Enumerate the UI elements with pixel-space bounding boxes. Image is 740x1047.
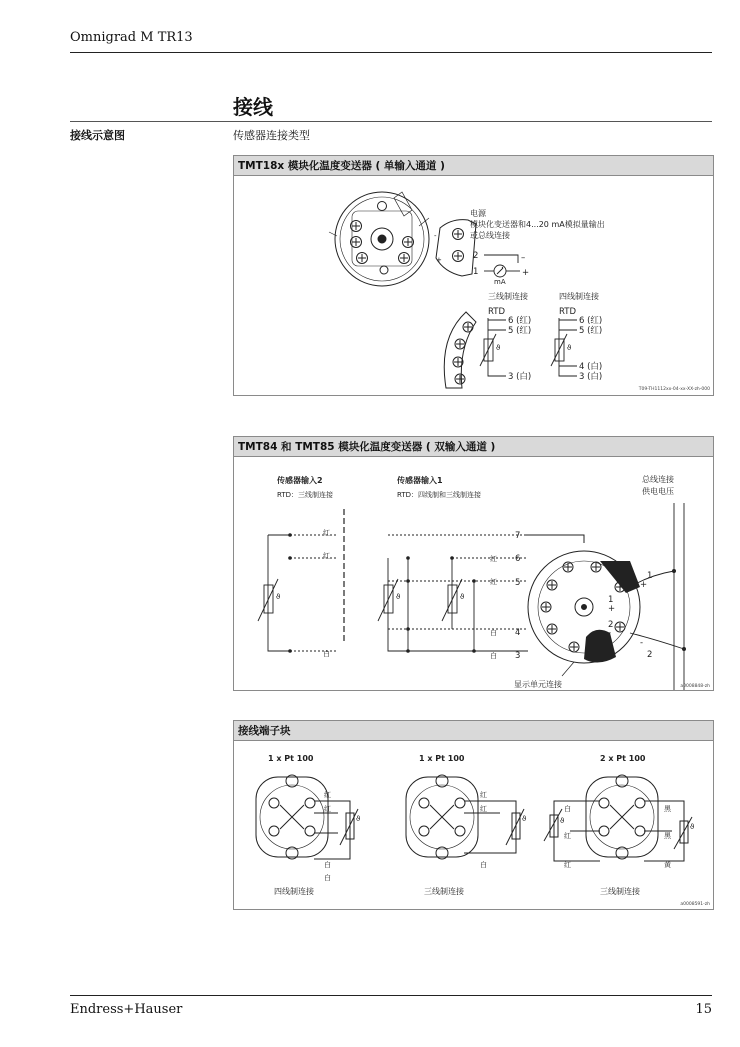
col1-caption-four-wire: 四线制连接 xyxy=(274,887,314,896)
col3-red-b: 红 xyxy=(564,861,571,869)
three-wire-label: 三线制连接 xyxy=(488,292,528,301)
col2-theta: ϑ xyxy=(522,815,527,823)
figure-tmt18x-title: TMT18x 模块化温度变送器 ( 单输入通道 ) xyxy=(234,156,713,176)
current-loop-wiring xyxy=(484,255,520,277)
col3-black-b: 黑 xyxy=(664,832,671,840)
left-plus-sign: + xyxy=(436,256,442,264)
tmt18x-sensor-terminal-block xyxy=(444,312,476,388)
sensor-1a-theta: ϑ xyxy=(396,593,401,601)
document-header-title: Omnigrad M TR13 xyxy=(70,30,193,45)
four-wire-theta-symbol: ϑ xyxy=(567,344,572,352)
col1-white-a: 白 xyxy=(324,861,331,869)
sensor-2-wire-red-b: 红 xyxy=(323,552,330,560)
milliamp-meter-label: mA xyxy=(494,278,506,286)
bus-terminal-1: 1 xyxy=(647,571,653,581)
output-terminal-1: 1 xyxy=(608,595,614,605)
col3-left-theta: ϑ xyxy=(560,817,565,825)
side-label-wiring-diagram: 接线示意图 xyxy=(70,129,125,142)
terminal-7-label: 7 xyxy=(515,531,521,541)
four-wire-rtd-label: RTD xyxy=(559,307,577,317)
bus-connection-label: 总线连接 xyxy=(642,475,674,484)
display-unit-connection-label: 显示单元连接 xyxy=(514,680,562,689)
column3-title: 2 x Pt 100 xyxy=(600,754,646,763)
col2-red-b: 红 xyxy=(480,805,487,813)
four-wire-label: 四线制连接 xyxy=(559,292,599,301)
figure-terminal-block xyxy=(233,720,714,910)
col3-black-a: 黑 xyxy=(664,805,671,813)
sensor-2-wire-red-a: 红 xyxy=(323,529,330,537)
output-plus-inner: + xyxy=(608,604,616,614)
four-wire-term5-red: 5 (红) xyxy=(579,326,603,336)
three-wire-rtd-label: RTD xyxy=(488,307,506,317)
col1-theta: ϑ xyxy=(356,815,361,823)
section-rule xyxy=(70,121,712,122)
loop-minus-sign: – xyxy=(521,253,526,263)
terminal-block-wiring-diagram xyxy=(234,741,713,909)
three-wire-term6-red: 6 (红) xyxy=(508,316,532,326)
tmt84-tmt85-wiring-diagram xyxy=(234,457,713,690)
terminal-5-label: 5 xyxy=(515,578,521,588)
col3-red-a: 红 xyxy=(564,832,571,840)
col3-yellow: 黄 xyxy=(664,861,671,869)
output-terminal-2: 2 xyxy=(608,620,614,630)
three-wire-term5-red: 5 (红) xyxy=(508,326,532,336)
figure-tmt84-tmt85-title: TMT84 和 TMT85 模块化温度变送器 ( 双输入通道 ) xyxy=(234,437,713,457)
three-wire-term3-white: 3 (白) xyxy=(508,372,532,382)
tmt18x-transmitter-drawing xyxy=(329,192,429,286)
left-minus-sign: - xyxy=(434,232,437,240)
sensor-1-wire-red-a: 红 xyxy=(490,555,497,563)
four-wire-term4-white: 4 (白) xyxy=(579,362,603,372)
footer-brand: Endress+Hauser xyxy=(70,1002,183,1017)
display-label-leader xyxy=(562,662,574,676)
section-title: 接线 xyxy=(233,95,273,119)
terminal-head-3 xyxy=(544,775,695,861)
sensor-1-wire-white-a: 白 xyxy=(490,629,497,637)
loop-plus-sign: + xyxy=(522,268,530,278)
col3-white: 白 xyxy=(564,805,571,813)
terminal-head-2 xyxy=(406,775,527,859)
output-minus-inner: - xyxy=(608,628,612,638)
terminal-3-label: 3 xyxy=(515,651,521,661)
col1-red-b: 红 xyxy=(324,805,331,813)
page-number: 15 xyxy=(695,1002,712,1017)
terminal-6-label: 6 xyxy=(515,554,521,564)
three-wire-theta-symbol: ϑ xyxy=(496,344,501,352)
sensor-connection-subtitle: 传感器连接类型 xyxy=(233,129,310,142)
terminal-2-label: 2 xyxy=(473,251,479,261)
supply-voltage-label: 供电电压 xyxy=(642,487,674,496)
column1-title: 1 x Pt 100 xyxy=(268,754,314,763)
col2-caption-three-wire: 三线制连接 xyxy=(424,887,464,896)
terminal-1-label: 1 xyxy=(473,267,479,277)
figure-tmt18x xyxy=(233,155,714,396)
bus-supply-wiring xyxy=(630,503,684,690)
four-wire-term3-white: 3 (白) xyxy=(579,372,603,382)
col3-right-theta: ϑ xyxy=(690,823,695,831)
power-description-line1: 模块化变送器和4...20 mA模拟量输出 xyxy=(470,220,605,229)
col3-caption-three-wire: 三线制连接 xyxy=(600,887,640,896)
terminal-head-1 xyxy=(256,775,361,859)
three-wire-rtd-circuit xyxy=(480,318,506,376)
four-wire-term6-red: 6 (红) xyxy=(579,316,603,326)
bus-minus-sign: - xyxy=(640,638,644,648)
col1-white-b: 白 xyxy=(324,874,331,882)
sensor-input-1-rtd: RTD：四线制和三线制连接 xyxy=(397,491,482,499)
sensor-2-wire-white: 白 xyxy=(323,650,330,658)
sensor-input-2-label: 传感器输入2 xyxy=(277,476,323,485)
display-connector-block xyxy=(584,630,616,663)
footer-rule xyxy=(70,995,712,996)
power-description-line2: 或总线连接 xyxy=(470,231,510,240)
header-rule xyxy=(70,52,712,53)
power-label: 电源 xyxy=(470,209,486,218)
col2-white: 白 xyxy=(480,861,487,869)
bus-plus-sign: + xyxy=(640,580,648,590)
sensor-1-rtd-circuits xyxy=(378,535,528,651)
sensor-2-theta: ϑ xyxy=(276,593,281,601)
col2-red-a: 红 xyxy=(480,791,487,799)
four-wire-rtd-circuit xyxy=(551,318,577,376)
figure-tmt84-tmt85 xyxy=(233,436,714,691)
sensor-1-wire-white-b: 白 xyxy=(490,652,497,660)
sensor-1-wire-red-b: 红 xyxy=(490,578,497,586)
col1-red-a: 红 xyxy=(324,791,331,799)
column2-title: 1 x Pt 100 xyxy=(419,754,465,763)
terminal-4-label: 4 xyxy=(515,628,521,638)
dual-input-transmitter-drawing xyxy=(524,535,640,663)
figure-tmt84-reference: a0008848-zh xyxy=(680,684,710,689)
figure-tmt18x-reference: T09-TH1112xx-04-xx-XX-zh-000 xyxy=(638,387,710,392)
sensor-input-2-rtd: RTD：三线制连接 xyxy=(277,491,334,499)
sensor-1b-theta: ϑ xyxy=(460,593,465,601)
bus-terminal-2: 2 xyxy=(647,650,653,660)
tmt18x-wiring-diagram xyxy=(234,176,713,395)
sensor-input-1-label: 传感器输入1 xyxy=(397,476,443,485)
figure-terminal-reference: a0008591-zh xyxy=(680,902,710,907)
figure-terminal-block-title: 接线端子块 xyxy=(234,721,713,741)
